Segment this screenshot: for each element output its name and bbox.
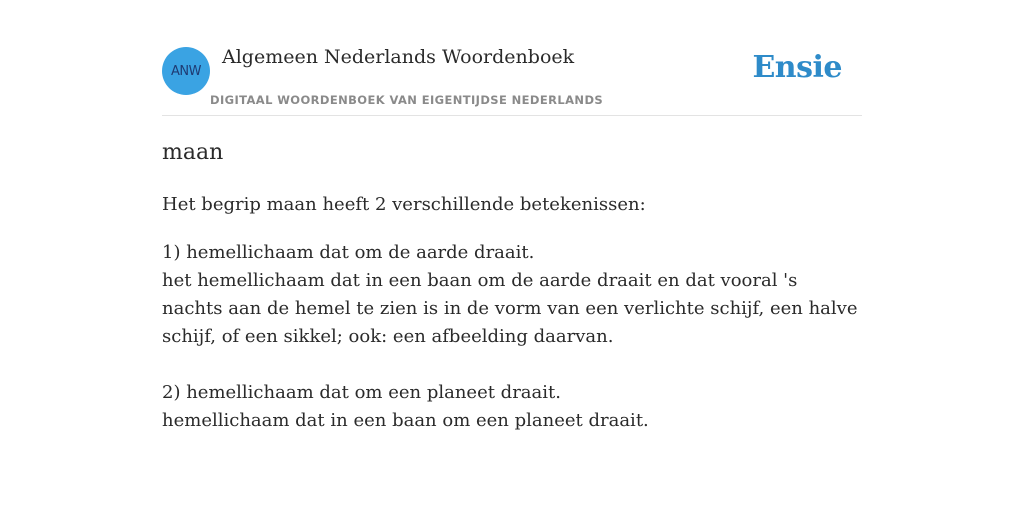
content-container bbox=[162, 0, 862, 431]
meaning-heading: 1) hemellichaam dat om de aarde draait. bbox=[162, 242, 535, 263]
meaning-item bbox=[162, 239, 862, 351]
meaning-heading: 2) hemellichaam dat om een planeet draait. bbox=[162, 382, 561, 403]
logo-text: ANW bbox=[171, 63, 201, 79]
anw-logo[interactable] bbox=[162, 47, 210, 95]
meaning-definition: het hemellichaam dat in een baan om de aarde draait en dat vooral 's nachts aan de hemel te zien is in de vorm van een verlichte schijf, een halve schijf, of een sikkel; ook: een afbeelding daarvan. bbox=[162, 270, 858, 347]
ensie-brand-link[interactable]: Ensie bbox=[752, 50, 842, 85]
entry-term: maan bbox=[162, 140, 224, 165]
site-title[interactable]: Algemeen Nederlands Woordenboek bbox=[222, 46, 575, 68]
site-subtitle: DIGITAAL WOORDENBOEK VAN EIGENTIJDSE NEDERLANDS bbox=[210, 93, 604, 107]
entry-intro: Het begrip maan heeft 2 verschillende betekenissen: bbox=[162, 194, 646, 215]
header bbox=[162, 0, 862, 116]
meaning-definition: hemellichaam dat in een baan om een planeet draait. bbox=[162, 410, 649, 431]
meaning-item bbox=[162, 379, 862, 435]
meanings-list bbox=[162, 239, 862, 463]
